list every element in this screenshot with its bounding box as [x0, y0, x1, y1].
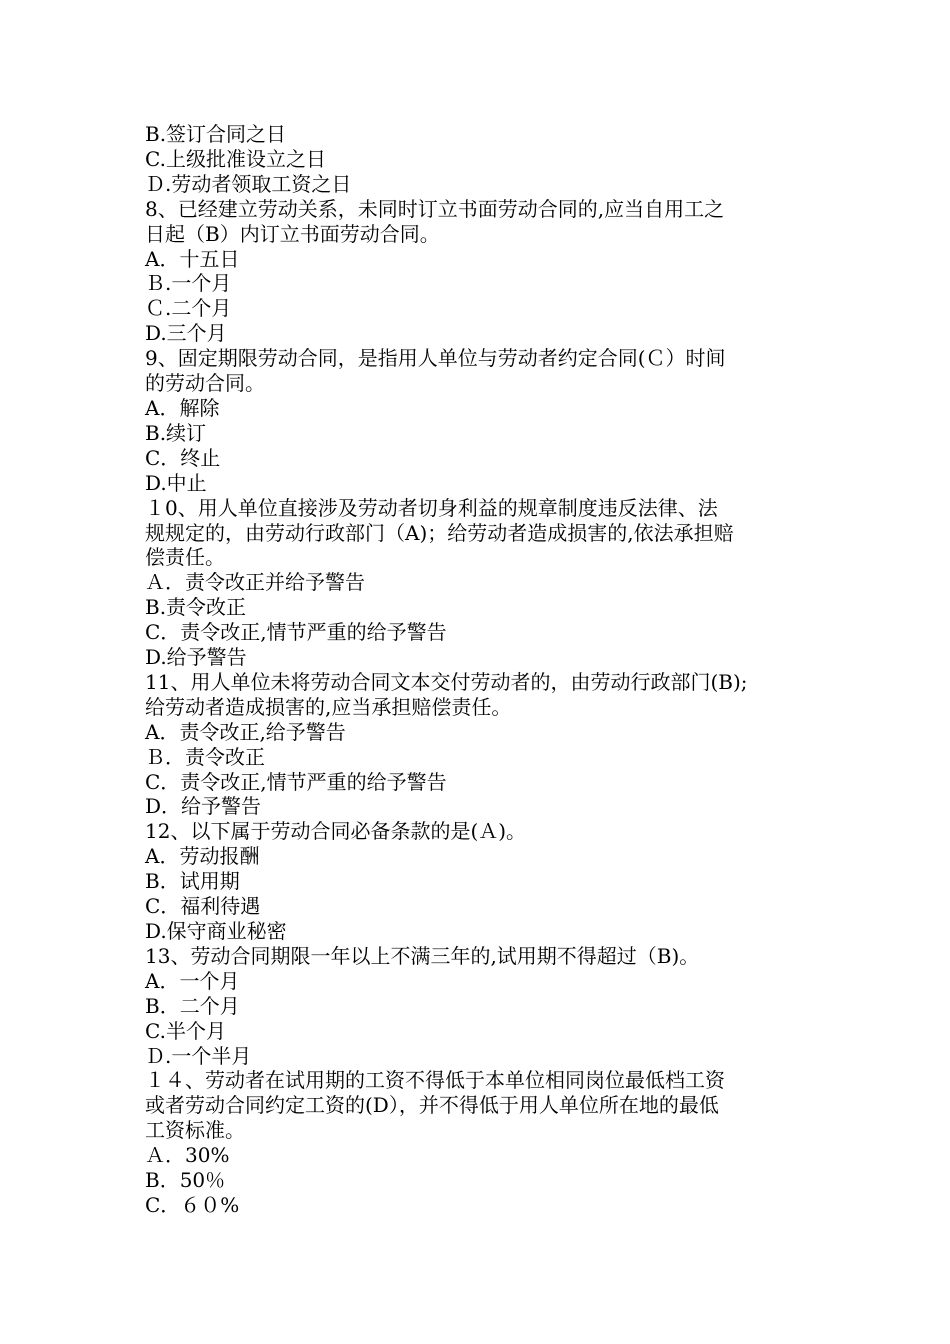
- question-text: 偿责任。: [145, 545, 225, 570]
- option-line: A．劳动报酬: [145, 844, 260, 869]
- option-line: Ｄ.一个半月: [145, 1043, 252, 1068]
- question-text: 规规定的，由劳动行政部门（A)；给劳动者造成损害的,依法承担赔: [145, 520, 734, 545]
- option-line: B．试用期: [145, 869, 240, 894]
- option-line: D.保守商业秘密: [145, 919, 287, 943]
- option-line: D.给予警告: [145, 645, 247, 670]
- option-line: A．一个月: [145, 968, 240, 993]
- question-text: 日起（B）内订立书面劳动合同。: [145, 221, 440, 246]
- option-line: Ｂ.一个月: [145, 271, 232, 296]
- option-line: C.半个月: [145, 1018, 226, 1043]
- question-text: 13、劳动合同期限一年以上不满三年的,试用期不得超过（B)。: [145, 943, 700, 968]
- option-line: D.中止: [145, 470, 207, 495]
- option-line: A．解除: [145, 395, 220, 420]
- option-line: C．责令改正,情节严重的给予警告: [145, 769, 447, 794]
- option-line: C．６０%: [145, 1192, 240, 1217]
- option-line: B.责令改正: [145, 595, 247, 620]
- option-line: C．终止: [145, 445, 221, 470]
- option-line: D．给予警告: [145, 794, 262, 819]
- text-line: C.上级批准设立之日: [145, 146, 326, 171]
- option-line: Ａ．责令改正并给予警告: [145, 570, 365, 595]
- option-line: A．责令改正,给予警告: [145, 719, 346, 744]
- question-text: 9、固定期限劳动合同，是指用人单位与劳动者约定合同(Ｃ）时间: [145, 346, 726, 371]
- option-line: Ｂ．责令改正: [145, 744, 265, 769]
- option-line: D.三个月: [145, 321, 227, 346]
- question-text: 给劳动者造成损害的,应当承担赔偿责任。: [145, 694, 512, 719]
- question-text: １0、用人单位直接涉及劳动者切身利益的规章制度违反法律、法: [145, 495, 718, 520]
- option-line: B.续订: [145, 420, 207, 445]
- option-line: C．福利待遇: [145, 894, 261, 919]
- question-text: 8、已经建立劳动关系，未同时订立书面劳动合同的,应当自用工之: [145, 196, 725, 221]
- option-line: C．责令改正,情节严重的给予警告: [145, 620, 447, 645]
- option-line: A．十五日: [145, 246, 240, 271]
- question-text: 12、以下属于劳动合同必备条款的是(Ａ)。: [145, 819, 527, 844]
- text-line: Ｄ.劳动者领取工资之日: [145, 171, 352, 196]
- option-line: B．二个月: [145, 993, 240, 1018]
- question-text: １４、劳动者在试用期的工资不得低于本单位相同岗位最低档工资: [145, 1068, 725, 1093]
- question-text: 的劳动合同。: [145, 371, 265, 396]
- option-line: B．50％: [145, 1168, 226, 1193]
- question-text: 工资标准。: [145, 1118, 245, 1143]
- question-text: 11、用人单位未将劳动合同文本交付劳动者的，由劳动行政部门(B);: [145, 669, 748, 694]
- option-line: Ｃ.二个月: [145, 296, 232, 321]
- question-text: 或者劳动合同约定工资的(D），并不得低于用人单位所在地的最低: [145, 1093, 719, 1118]
- option-line: Ａ．30%: [145, 1143, 230, 1168]
- text-line: B.签订合同之日: [145, 122, 287, 146]
